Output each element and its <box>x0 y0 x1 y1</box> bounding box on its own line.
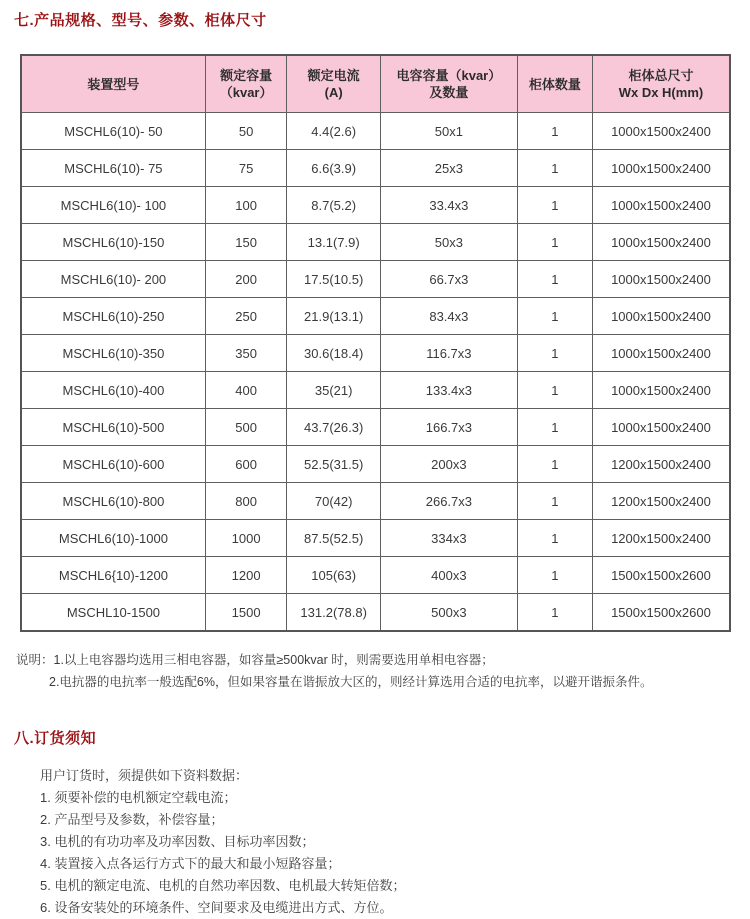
table-row <box>21 483 730 520</box>
table-cell: 1 <box>517 150 592 187</box>
table-cell: 133.4x3 <box>380 372 517 409</box>
table-cell: 21.9(13.1) <box>287 298 381 335</box>
table-cell: 1000x1500x2400 <box>592 372 730 409</box>
table-cell: 1200x1500x2400 <box>592 483 730 520</box>
table-cell: 13.1(7.9) <box>287 224 381 261</box>
table-cell: 400 <box>205 372 287 409</box>
table-cell: MSCHL6(10)-600 <box>21 446 205 483</box>
table-cell: MSCHL6(10)-150 <box>21 224 205 261</box>
table-cell: 25x3 <box>380 150 517 187</box>
table-cell: MSCHL10-1500 <box>21 594 205 632</box>
table-cell: 1 <box>517 224 592 261</box>
table-cell: 50 <box>205 113 287 150</box>
table-cell: 52.5(31.5) <box>287 446 381 483</box>
order-item: 4. 装置接入点各运行方式下的最大和最小短路容量； <box>40 856 341 871</box>
order-item: 2. 产品型号及参数，补偿容量； <box>40 812 224 827</box>
table-cell: 30.6(18.4) <box>287 335 381 372</box>
table-row <box>21 261 730 298</box>
table-row <box>21 150 730 187</box>
table-cell: MSCHL6(10)-250 <box>21 298 205 335</box>
table-cell: 150 <box>205 224 287 261</box>
table-cell: 266.7x3 <box>380 483 517 520</box>
table-cell: MSCHL6(10)-400 <box>21 372 205 409</box>
table-cell: 131.2(78.8) <box>287 594 381 632</box>
table-cell: 200x3 <box>380 446 517 483</box>
table-cell: 1 <box>517 446 592 483</box>
table-cell: 87.5(52.5) <box>287 520 381 557</box>
table-cell: 70(42) <box>287 483 381 520</box>
table-cell: 1200x1500x2400 <box>592 446 730 483</box>
table-cell: 1000x1500x2400 <box>592 335 730 372</box>
table-cell: 66.7x3 <box>380 261 517 298</box>
table-cell: 1 <box>517 409 592 446</box>
product-spec-table <box>20 54 731 632</box>
section7-title: 七.产品规格、型号、参数、柜体尺寸 <box>14 12 267 29</box>
order-intro: 用户订货时，须提供如下资料数据： <box>40 768 249 783</box>
table-cell: 1 <box>517 594 592 632</box>
order-item: 5. 电机的额定电流、电机的自然功率因数、电机最大转矩倍数； <box>40 878 406 893</box>
table-cell: 334x3 <box>380 520 517 557</box>
table-row <box>21 520 730 557</box>
table-cell: 1500 <box>205 594 287 632</box>
note-line-1: 说明：1.以上电容器均选用三相电容器，如容量≥500kvar 时，则需要选用单相电容器； <box>16 653 494 667</box>
table-row <box>21 187 730 224</box>
table-cell: 800 <box>205 483 287 520</box>
table-cell: 350 <box>205 335 287 372</box>
table-cell: 1200x1500x2400 <box>592 520 730 557</box>
table-cell: 1500x1500x2600 <box>592 594 730 632</box>
table-header <box>21 55 730 113</box>
table-row <box>21 224 730 261</box>
table-row <box>21 594 730 632</box>
table-cell: 500x3 <box>380 594 517 632</box>
table-row <box>21 298 730 335</box>
table-cell: 166.7x3 <box>380 409 517 446</box>
table-cell: MSCHL6(10)-500 <box>21 409 205 446</box>
table-cell: 100 <box>205 187 287 224</box>
table-row <box>21 372 730 409</box>
table-cell: 1000x1500x2400 <box>592 261 730 298</box>
table-body <box>21 113 730 632</box>
order-item: 3. 电机的有功功率及功率因数、目标功率因数； <box>40 834 315 849</box>
order-items-list <box>40 787 750 919</box>
table-cell: 50x1 <box>380 113 517 150</box>
table-cell: 105(63) <box>287 557 381 594</box>
table-row <box>21 557 730 594</box>
table-cell: MSCHL6(10)- 50 <box>21 113 205 150</box>
table-cell: 1 <box>517 298 592 335</box>
column-header-capacitor-capacity: 电容容量（kvar） 及数量 <box>380 55 517 113</box>
table-cell: 33.4x3 <box>380 187 517 224</box>
table-cell: 1000 <box>205 520 287 557</box>
table-cell: 4.4(2.6) <box>287 113 381 150</box>
table-cell: 1 <box>517 520 592 557</box>
table-cell: 75 <box>205 150 287 187</box>
order-item: 1. 须要补偿的电机额定空载电流； <box>40 790 237 805</box>
table-row <box>21 113 730 150</box>
table-cell: 1000x1500x2400 <box>592 298 730 335</box>
table-cell: MSCHL6(10)-800 <box>21 483 205 520</box>
table-cell: 400x3 <box>380 557 517 594</box>
table-cell: 1000x1500x2400 <box>592 224 730 261</box>
column-header-rated-current: 额定电流 (A) <box>287 55 381 113</box>
table-cell: 1200 <box>205 557 287 594</box>
note-line-2: 2.电抗器的电抗率一般选配6%，但如果容量在谐振放大区的，则经计算选用合适的电抗率，以避开谐振条件。 <box>49 675 653 689</box>
table-cell: 250 <box>205 298 287 335</box>
table-cell: MSCHL6(10)- 200 <box>21 261 205 298</box>
table-row <box>21 446 730 483</box>
table-cell: MSCHL6(10)-350 <box>21 335 205 372</box>
table-cell: 1000x1500x2400 <box>592 187 730 224</box>
table-cell: 43.7(26.3) <box>287 409 381 446</box>
table-cell: MSCHL6{10)-1200 <box>21 557 205 594</box>
table-cell: 1 <box>517 187 592 224</box>
column-header-cabinet-quantity: 柜体数量 <box>517 55 592 113</box>
table-cell: 1000x1500x2400 <box>592 113 730 150</box>
table-cell: 1 <box>517 557 592 594</box>
table-cell: 500 <box>205 409 287 446</box>
table-row <box>21 335 730 372</box>
table-cell: 116.7x3 <box>380 335 517 372</box>
column-header-rated-capacity: 额定容量 （kvar） <box>205 55 287 113</box>
table-cell: 1000x1500x2400 <box>592 150 730 187</box>
order-info <box>40 765 750 919</box>
table-row <box>21 409 730 446</box>
table-cell: 50x3 <box>380 224 517 261</box>
order-item: 6. 设备安装处的环境条件、空间要求及电缆进出方式、方位。 <box>40 900 393 915</box>
table-cell: 8.7(5.2) <box>287 187 381 224</box>
table-cell: MSCHL6(10)-1000 <box>21 520 205 557</box>
table-cell: 1 <box>517 113 592 150</box>
table-notes <box>16 649 750 693</box>
table-cell: MSCHL6(10)- 100 <box>21 187 205 224</box>
table-cell: 17.5(10.5) <box>287 261 381 298</box>
table-cell: MSCHL6(10)- 75 <box>21 150 205 187</box>
table-cell: 35(21) <box>287 372 381 409</box>
column-header-cabinet-size: 柜体总尺寸 Wx Dx H(mm) <box>592 55 730 113</box>
table-cell: 83.4x3 <box>380 298 517 335</box>
table-cell: 6.6(3.9) <box>287 150 381 187</box>
table-cell: 1 <box>517 335 592 372</box>
column-header-device-model: 装置型号 <box>21 55 205 113</box>
table-cell: 1 <box>517 261 592 298</box>
table-cell: 600 <box>205 446 287 483</box>
table-cell: 1 <box>517 372 592 409</box>
section8-title: 八.订货须知 <box>14 730 97 747</box>
table-cell: 1 <box>517 483 592 520</box>
table-cell: 1500x1500x2600 <box>592 557 730 594</box>
table-header-row <box>21 55 730 113</box>
table-cell: 200 <box>205 261 287 298</box>
table-cell: 1000x1500x2400 <box>592 409 730 446</box>
